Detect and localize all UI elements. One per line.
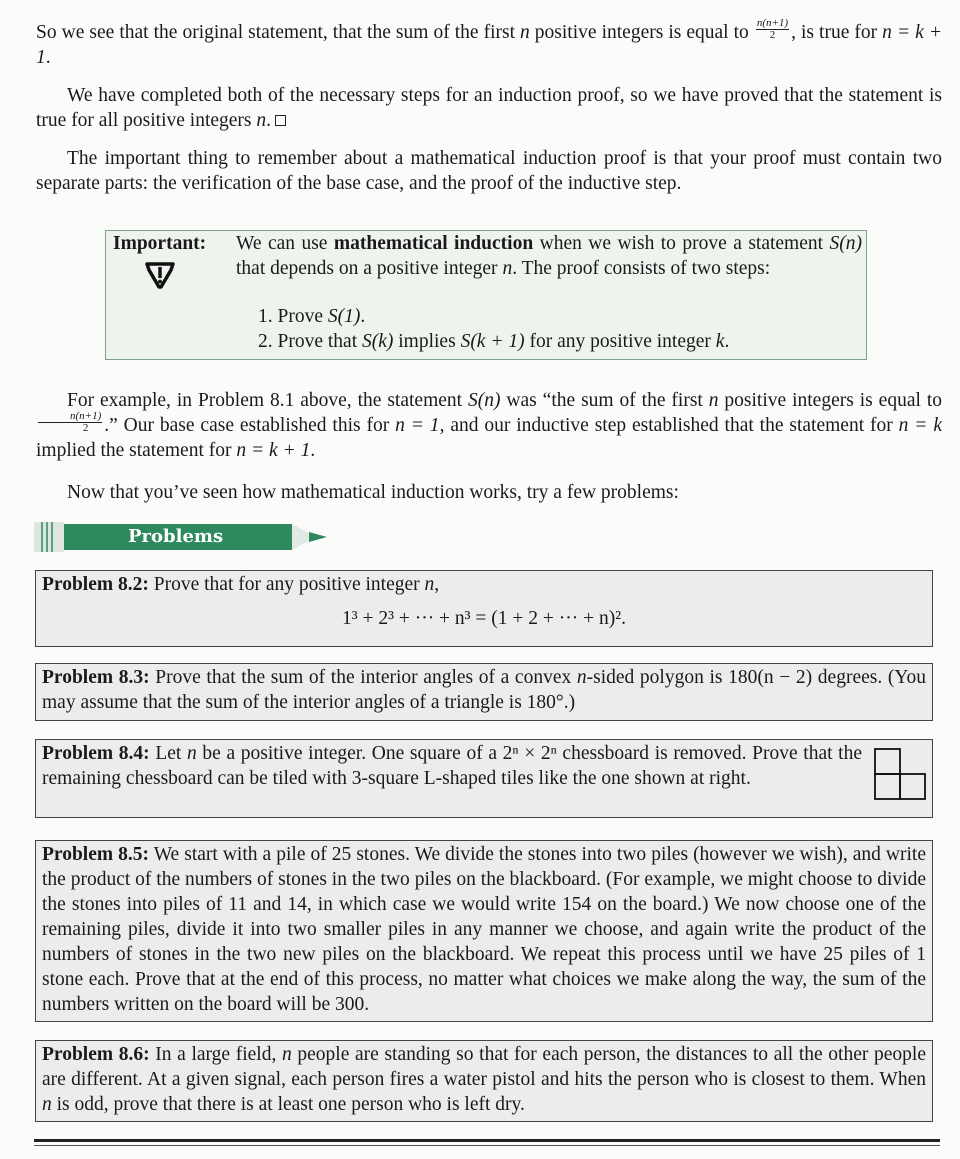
paragraph-completed: We have completed both of the necessary steps for an induction proof, so we have proved that the statement is true for all positive integers n. <box>36 85 942 131</box>
problem-8-5: Problem 8.5: We start with a pile of 25 stones. We divide the stones into two piles (however we wish), and write the product of the numbers of stones in the two piles on the blackboard. (For example, we might choose to divide the stones into piles of 11 and 14, in which case we would write 154 on the board.) We now choose one of the remaining piles, divide it into two smaller piles in any manner we choose, and again write the product of the numbers of stones in the two new piles on the blackboard. We repeat this process until we have 25 piles of 1 stone each. Prove that at the end of this process, no matter what choices we make along the way, the sum of the numbers written on the board will be 300. <box>35 840 933 1022</box>
fraction: $\frac{n(n+1)}{2}$ <box>756 17 789 42</box>
problem-8-3: Problem 8.3: Prove that the sum of the interior angles of a convex n-sided polygon is 180(n − 2) degrees. (You may assume that the sum of the interior angles of a triangle is 180°.) <box>35 663 933 721</box>
important-text: We can use mathematical induction when we wish to prove a statement S(n) that depends on a positive integer n. The proof consists of two steps: <box>236 233 862 279</box>
problem-8-6: Problem 8.6: In a large field, n people are standing so that for each person, the distances to all the other people are different. At a given signal, each person fires a water pistol and hits the person who is closest to them. When n is odd, prove that there is at least one person who is left dry. <box>35 1040 933 1122</box>
problem-title: Problem 8.5: <box>42 844 150 865</box>
section-divider-thin <box>34 1145 940 1146</box>
section-divider <box>34 1139 940 1142</box>
paragraph-try-problems: Now that you’ve seen how mathematical induction works, try a few problems: <box>67 482 679 503</box>
paragraph-conclusion: So we see that the original statement, that the sum of the first n positive integers is equal to $\frac{n(n+1)}{2}$ , is true for n = k + 1. <box>36 17 942 69</box>
important-label: Important: <box>113 233 207 254</box>
problem-title: Problem 8.3: <box>42 667 150 688</box>
step-item: 2. Prove that S(k) implies S(k + 1) for any positive integer k. <box>258 331 730 352</box>
problem-8-2: Problem 8.2: Prove that for any positive integer n, 1³ + 2³ + ··· + n³ = (1 + 2 + ··· + n)². <box>35 570 933 647</box>
warning-triangle-icon <box>144 258 176 290</box>
fraction: $\frac{n(n+1)}{2}$ <box>38 411 102 434</box>
qed-square-icon <box>275 115 286 126</box>
problem-8-4: Problem 8.4: Let n be a positive integer. One square of a 2ⁿ × 2ⁿ chessboard is removed. Prove that the remaining chessboard can be tiled with 3-square L-shaped tiles like the one shown at right. <box>35 739 933 818</box>
problems-banner-label: Problems <box>128 526 224 547</box>
step-item: 1. Prove S(1). <box>258 306 366 327</box>
problem-title: Problem 8.6: <box>42 1044 150 1065</box>
problem-title: Problem 8.2: <box>42 574 149 595</box>
problem-equation: 1³ + 2³ + ··· + n³ = (1 + 2 + ··· + n)². <box>342 608 626 629</box>
problem-title: Problem 8.4: <box>42 743 150 764</box>
important-callout <box>105 230 867 360</box>
problems-banner <box>34 520 334 556</box>
paragraph-example: For example, in Problem 8.1 above, the statement S(n) was “the sum of the first n positive integers is equal to $\frac{n(n+1)}{2}$ .” Our base case established this for n = 1, and our inductive step established that the statement for n = k implied the statement for n = k + 1. <box>36 390 942 462</box>
l-tromino-icon <box>874 748 926 800</box>
important-steps <box>258 304 729 354</box>
paragraph-important-thing: The important thing to remember about a mathematical induction proof is that your proof must contain two separate parts: the verification of the base case, and the proof of the inductive step. <box>36 148 942 194</box>
